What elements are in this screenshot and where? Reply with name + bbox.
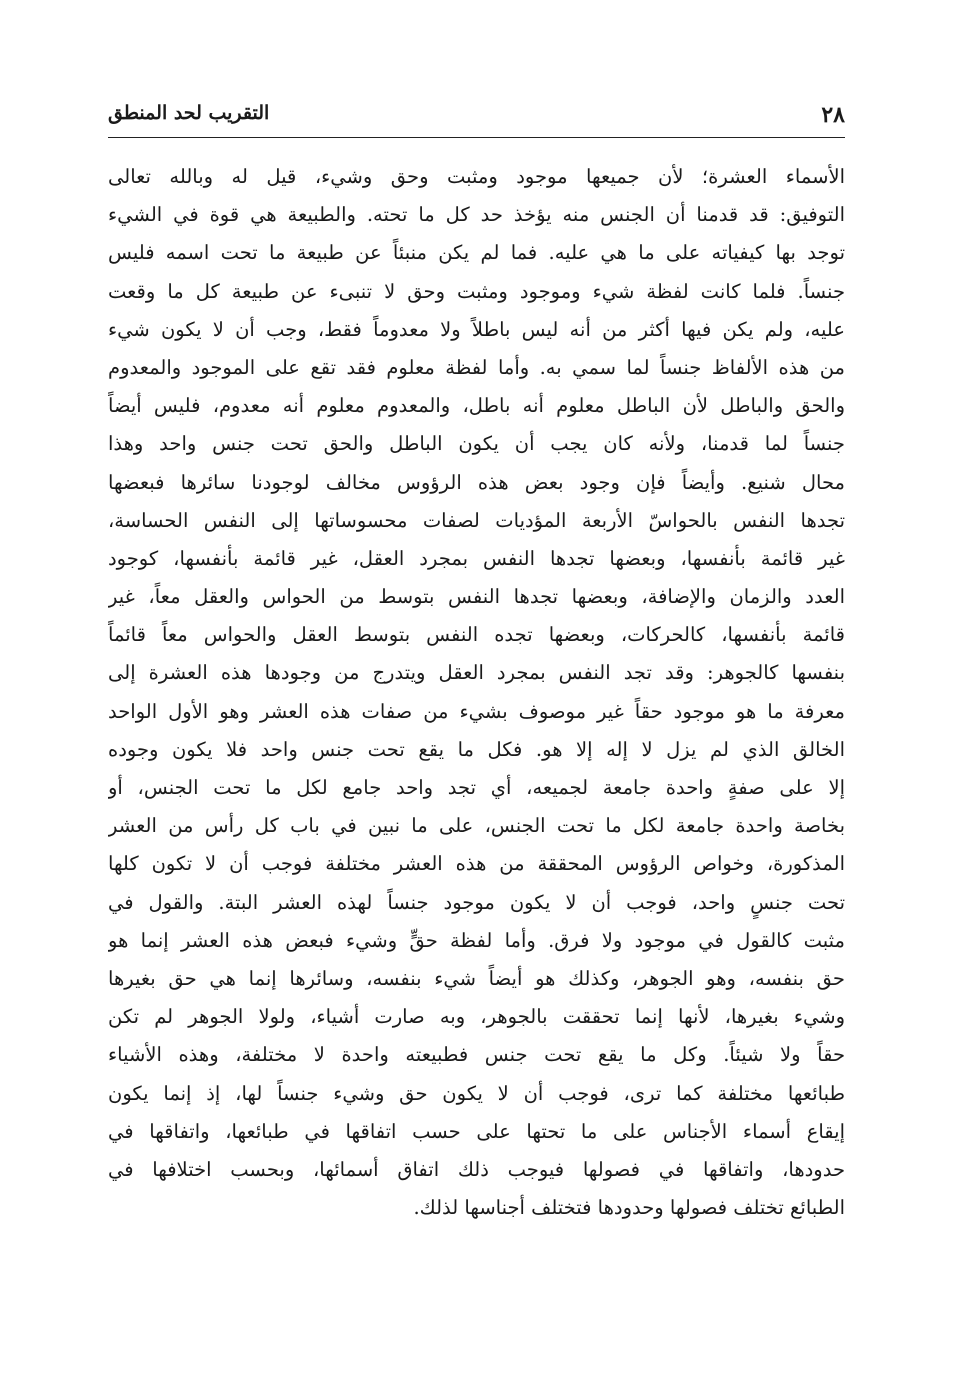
text-line: توجد بها كيفياته على ما هي عليه. فما لم يكن منبئاً عن طبيعة ما تحت اسمه فليس <box>108 241 845 265</box>
text-line: حق بنفسه، وهو الجوهر، وكذلك هو أيضاً شيء بنفسه، وسائرها إنما هي حق بغيرها <box>108 966 845 990</box>
text-line: جنساً لما قدمنا، ولأنه كان يجب أن يكون الباطل والحق تحت جنس واحد وهذا <box>108 432 845 456</box>
text-line: وشيء بغيرها، لأنها إنما تحققت بالجوهر، وبه صارت أشياء، ولولا الجوهر لم تكن <box>108 1005 845 1029</box>
text-line: من هذه الألفاظ جنساً لما سمي به. وأما لفظة معلوم فقد تقع على الموجود والمعدوم <box>108 355 845 379</box>
text-line: إيقاع أسماء الأجناس على ما تحتها على حسب اتفاقها في طبائعها، واتفاقها في <box>108 1119 845 1143</box>
text-line: معرفة ما هو موجود حقاً غير موصوف بشيء من صفات هذه العشر وهو الأول الواحد <box>108 699 845 723</box>
text-line: غير قائمة بأنفسها، وبعضها تجدها النفس بمجرد العقل، غير قائمة بأنفسها، كوجود <box>108 546 845 570</box>
text-line: المذكورة، وخواص الرؤوس المحققة من هذه العشر مختلفة فوجب أن لا تكون كلها <box>108 852 845 876</box>
text-line: التوفيق: قد قدمنا أن الجنس منه يؤخذ حد كل ما تحته. والطبيعة هي قوة في الشيء <box>108 203 845 227</box>
page-header <box>108 100 845 134</box>
text-line: جنساً. فلما كانت لفظة شيء وموجود ومثبت وحق لا تنبىء عن طبيعة كل ما وقعت <box>108 279 845 303</box>
text-line: تجدها النفس بالحواسّ الأربعة المؤديات لصفات محسوساتها إلى النفس الحساسة، <box>108 508 845 532</box>
text-line: إلا على صفةٍ واحدة جامعة لجميعه، أي تجد واحد جامع لكل ما تحت الجنس، أو <box>108 776 845 799</box>
text-line: بنفسها كالجوهر: وقد تجد النفس بمجرد العقل ويتدرج من وجودها هذه العشرة إلى <box>108 661 845 685</box>
text-line: قائمة بأنفسها، كالحركات، وبعضها تجده النفس بتوسط العقل والحواس معاً قائماً <box>108 623 845 647</box>
body-text <box>108 158 845 1227</box>
text-line: طبائعها مختلفة كما ترى، فوجب أن لا يكون حق وشيء جنساً لها، إذ إنما يكون <box>108 1081 845 1105</box>
header-divider <box>108 137 845 138</box>
text-line: بخاصة واحدة جامعة لكل ما تحت الجنس، على ما نبين في باب كل رأس من العشر <box>108 814 845 838</box>
running-title: التقريب لحد المنطق <box>108 102 270 124</box>
text-line: والحق والباطل لأن الباطل معلوم أنه باطل، والمعدوم معلوم أنه معدوم، فليس أيضاً <box>108 394 845 418</box>
text-line: الخالق الذي لم يزل لا إله إلا هو. فكل ما يقع تحت جنس واحد فلا يكون وجوده <box>108 737 845 761</box>
page-number: ٢٨ <box>821 102 845 128</box>
text-line: مثبت كالقول في موجود ولا فرق. وأما لفظة حقٍّ وشيء فبعض هذه العشر إنما هو <box>108 928 845 952</box>
text-line: تحت جنسٍ واحد، فوجب أن لا يكون موجود جنساً لهذه العشر البتة. والقول في <box>108 890 845 914</box>
text-line: حدودها، واتفاقها في فصولها فيوجب ذلك اتفاق أسمائها، وبحسب اختلافها في <box>108 1157 845 1181</box>
text-line: الأسماء العشرة؛ لأن جميعها موجود ومثبت وحق وشيء، قيل له وبالله تعالى <box>108 165 845 188</box>
text-line-final: الطبائع تختلف فصولها وحدودها فتختلف أجناسها لذلك. <box>413 1196 845 1220</box>
text-line: العدد والزمان والإضافة، وبعضها تجدها النفس بتوسط من الحواس والعقل معاً، غير <box>108 585 845 609</box>
text-line: عليه، ولم يكن فيها أكثر من أنه ليس باطلاً ولا معدوماً فقط، وجب أن لا يكون شيء <box>108 317 845 341</box>
text-line: محال شنيع. وأيضاً فإن وجود بعض هذه الرؤوس مخالف لوجودنا سائرها فبعضها <box>108 470 845 494</box>
text-line: حقاً ولا شيئاً. وكل ما يقع تحت جنس فطبيعته واحدة لا مختلفة، وهذه الأشياء <box>108 1043 845 1067</box>
